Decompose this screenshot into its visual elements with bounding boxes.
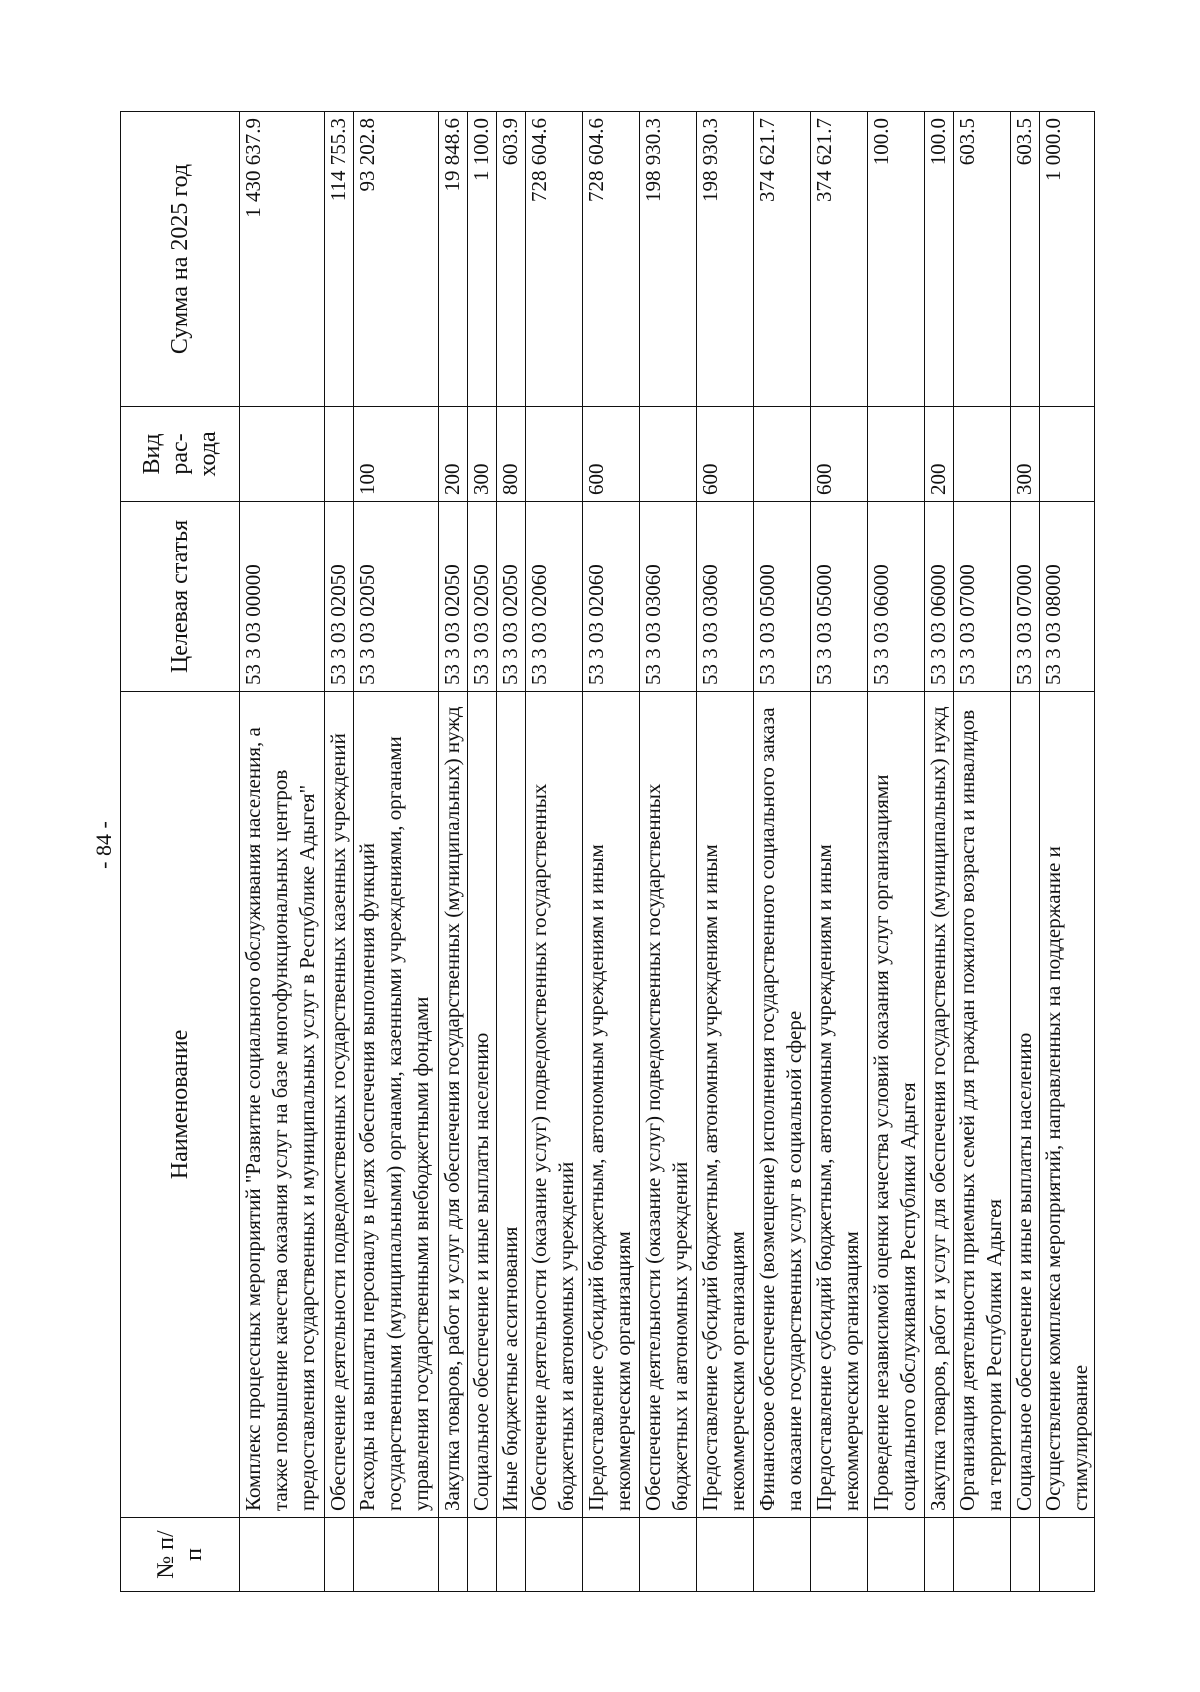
row-code: 53 3 03 06000 <box>868 502 925 692</box>
row-vid <box>640 407 697 502</box>
table-row <box>439 112 468 1592</box>
table-row <box>868 112 925 1592</box>
row-num <box>497 1518 526 1592</box>
row-vid <box>868 407 925 502</box>
row-sum: 1 100.0 <box>468 112 497 407</box>
row-num <box>468 1518 497 1592</box>
row-num <box>811 1518 868 1592</box>
row-code: 53 3 03 02060 <box>526 502 583 692</box>
row-name: Предоставление субсидий бюджетным, автономным учреждениям и иным некоммерческим организациям <box>811 692 868 1518</box>
row-code: 53 3 03 07000 <box>1011 502 1040 692</box>
row-sum: 1 430 637.9 <box>240 112 325 407</box>
row-code: 53 3 03 02050 <box>439 502 468 692</box>
table-row <box>354 112 439 1592</box>
row-vid <box>526 407 583 502</box>
table-row <box>1040 112 1095 1592</box>
row-vid: 200 <box>439 407 468 502</box>
row-sum: 19 848.6 <box>439 112 468 407</box>
row-vid: 200 <box>925 407 954 502</box>
row-code: 53 3 03 00000 <box>240 502 325 692</box>
row-vid: 300 <box>468 407 497 502</box>
row-num <box>754 1518 811 1592</box>
row-name: Закупка товаров, работ и услуг для обеспечения государственных (муниципальных) нужд <box>925 692 954 1518</box>
table-row <box>925 112 954 1592</box>
row-sum: 603.9 <box>497 112 526 407</box>
row-sum: 374 621.7 <box>754 112 811 407</box>
table-row <box>583 112 640 1592</box>
row-sum: 374 621.7 <box>811 112 868 407</box>
row-name: Социальное обеспечение и иные выплаты населению <box>1011 692 1040 1518</box>
row-vid: 600 <box>697 407 754 502</box>
row-num <box>954 1518 1011 1592</box>
row-name: Закупка товаров, работ и услуг для обеспечения государственных (муниципальных) нужд <box>439 692 468 1518</box>
row-sum: 603.5 <box>954 112 1011 407</box>
row-vid: 800 <box>497 407 526 502</box>
page-number: - 84 - <box>90 821 116 869</box>
row-vid: 100 <box>354 407 439 502</box>
row-num <box>1011 1518 1040 1592</box>
row-vid: 600 <box>811 407 868 502</box>
row-vid: 300 <box>1011 407 1040 502</box>
row-vid <box>954 407 1011 502</box>
row-sum: 198 930.3 <box>640 112 697 407</box>
row-name: Иные бюджетные ассигнования <box>497 692 526 1518</box>
row-sum: 198 930.3 <box>697 112 754 407</box>
row-code: 53 3 03 05000 <box>754 502 811 692</box>
row-num <box>1040 1518 1095 1592</box>
table-row <box>754 112 811 1592</box>
row-sum: 93 202.8 <box>354 112 439 407</box>
row-code: 53 3 03 05000 <box>811 502 868 692</box>
row-sum: 114 755.3 <box>325 112 354 407</box>
row-num <box>526 1518 583 1592</box>
row-name: Обеспечение деятельности подведомственных государственных казенных учреждений <box>325 692 354 1518</box>
row-name: Предоставление субсидий бюджетным, автономным учреждениям и иным некоммерческим организациям <box>583 692 640 1518</box>
row-num <box>640 1518 697 1592</box>
row-sum: 1 000.0 <box>1040 112 1095 407</box>
row-name: Обеспечение деятельности (оказание услуг) подведомственных государственных бюджетных и автономных учреждений <box>526 692 583 1518</box>
row-vid: 600 <box>583 407 640 502</box>
table-row <box>325 112 354 1592</box>
row-num <box>240 1518 325 1592</box>
table-row <box>526 112 583 1592</box>
header-vid: Вид рас-хода <box>121 407 240 502</box>
row-vid <box>1040 407 1095 502</box>
row-code: 53 3 03 02050 <box>497 502 526 692</box>
table-row <box>497 112 526 1592</box>
row-code: 53 3 03 02060 <box>583 502 640 692</box>
row-sum: 603.5 <box>1011 112 1040 407</box>
table-row <box>954 112 1011 1592</box>
table-row <box>1011 112 1040 1592</box>
row-num <box>325 1518 354 1592</box>
row-name: Организация деятельности приемных семей для граждан пожилого возраста и инвалидов на территории Республики Адыгея <box>954 692 1011 1518</box>
row-name: Обеспечение деятельности (оказание услуг) подведомственных государственных бюджетных и автономных учреждений <box>640 692 697 1518</box>
row-sum: 100.0 <box>868 112 925 407</box>
row-code: 53 3 03 02050 <box>325 502 354 692</box>
table-row <box>697 112 754 1592</box>
row-code: 53 3 03 03060 <box>640 502 697 692</box>
row-num <box>868 1518 925 1592</box>
table-row <box>640 112 697 1592</box>
budget-table <box>120 111 1095 1592</box>
row-num <box>697 1518 754 1592</box>
table-row <box>240 112 325 1592</box>
header-code: Целевая статья <box>121 502 240 692</box>
row-num <box>925 1518 954 1592</box>
header-name: Наименование <box>121 692 240 1518</box>
row-name: Расходы на выплаты персоналу в целях обеспечения выполнения функций государственными (муниципальными) органами, казенными учреждениями, органами управления государственными внебюджетными фондами <box>354 692 439 1518</box>
row-sum: 728 604.6 <box>583 112 640 407</box>
header-sum: Сумма на 2025 год <box>121 112 240 407</box>
header-num: № п/п <box>121 1518 240 1592</box>
row-name: Предоставление субсидий бюджетным, автономным учреждениям и иным некоммерческим организациям <box>697 692 754 1518</box>
row-name: Социальное обеспечение и иные выплаты населению <box>468 692 497 1518</box>
row-name: Проведение независимой оценки качества условий оказания услуг организациями социального обслуживания Республики Адыгея <box>868 692 925 1518</box>
row-vid <box>240 407 325 502</box>
table-row <box>811 112 868 1592</box>
row-code: 53 3 03 02050 <box>468 502 497 692</box>
row-num <box>583 1518 640 1592</box>
row-num <box>439 1518 468 1592</box>
table-header-row <box>121 112 240 1592</box>
row-num <box>354 1518 439 1592</box>
row-code: 53 3 03 03060 <box>697 502 754 692</box>
row-name: Финансовое обеспечение (возмещение) исполнения государственного социального заказа на оказание государственных услуг в социальной сфере <box>754 692 811 1518</box>
row-vid <box>325 407 354 502</box>
row-vid <box>754 407 811 502</box>
row-code: 53 3 03 06000 <box>925 502 954 692</box>
row-code: 53 3 03 08000 <box>1040 502 1095 692</box>
table-row <box>468 112 497 1592</box>
row-sum: 100.0 <box>925 112 954 407</box>
row-name: Комплекс процессных мероприятий "Развитие социального обслуживания населения, а также повышение качества оказания услуг на базе многофункциональных центров предоставления государственных и муниципальных услуг в Республике Адыгея" <box>240 692 325 1518</box>
row-code: 53 3 03 02050 <box>354 502 439 692</box>
rotated-table-container <box>120 112 1092 1592</box>
row-code: 53 3 03 07000 <box>954 502 1011 692</box>
row-name: Осуществление комплекса мероприятий, направленных на поддержание и стимулирование <box>1040 692 1095 1518</box>
row-sum: 728 604.6 <box>526 112 583 407</box>
